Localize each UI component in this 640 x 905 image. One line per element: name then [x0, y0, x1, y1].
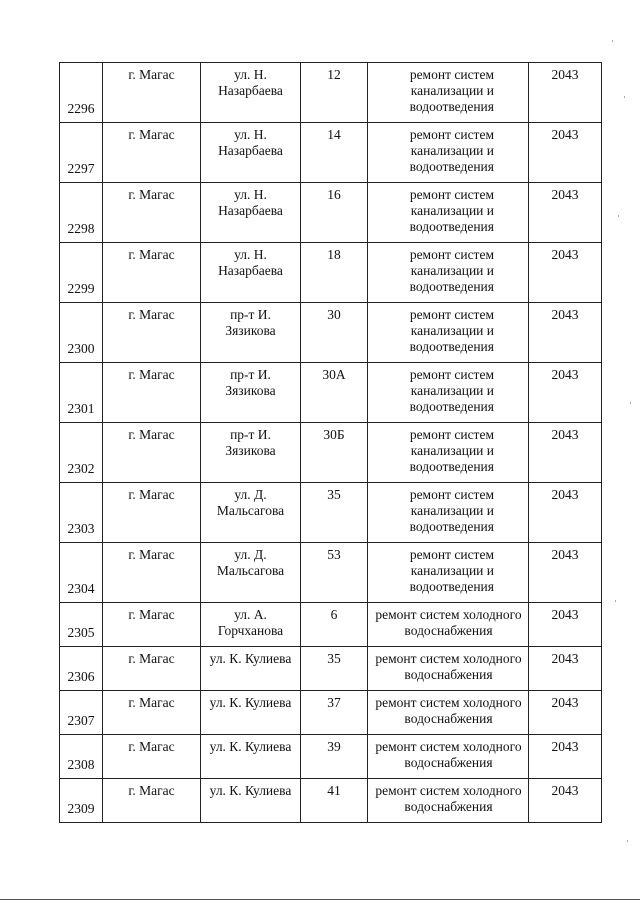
- year-cell: 2043: [529, 363, 602, 423]
- registry-table-body: [60, 63, 602, 823]
- row-number: 2301: [60, 363, 103, 423]
- street-cell: пр-т И. Зязикова: [201, 363, 301, 423]
- work-type-cell: ремонт систем канализации и водоотведения: [368, 423, 529, 483]
- work-type-cell: ремонт систем канализации и водоотведения: [368, 63, 529, 123]
- work-type-cell: ремонт систем канализации и водоотведения: [368, 543, 529, 603]
- street-cell: ул. Н. Назарбаева: [201, 243, 301, 303]
- street-cell: ул. Д. Мальсагова: [201, 543, 301, 603]
- house-cell: 41: [301, 779, 368, 823]
- work-type-cell: ремонт систем канализации и водоотведения: [368, 483, 529, 543]
- house-cell: 35: [301, 647, 368, 691]
- year-cell: 2043: [529, 779, 602, 823]
- street-cell: ул. К. Кулиева: [201, 735, 301, 779]
- table-row: [60, 691, 602, 735]
- table-row: [60, 423, 602, 483]
- work-type-cell: ремонт систем канализации и водоотведения: [368, 183, 529, 243]
- year-cell: 2043: [529, 63, 602, 123]
- street-cell: ул. Д. Мальсагова: [201, 483, 301, 543]
- street-cell: ул. К. Кулиева: [201, 647, 301, 691]
- year-cell: 2043: [529, 691, 602, 735]
- house-cell: 12: [301, 63, 368, 123]
- scan-speck: [615, 600, 616, 602]
- house-cell: 53: [301, 543, 368, 603]
- house-cell: 14: [301, 123, 368, 183]
- table-row: [60, 363, 602, 423]
- city-cell: г. Магас: [103, 303, 201, 363]
- row-number: 2307: [60, 691, 103, 735]
- year-cell: 2043: [529, 243, 602, 303]
- work-type-cell: ремонт систем холодного водоснабжения: [368, 603, 529, 647]
- row-number: 2296: [60, 63, 103, 123]
- scan-speck: [630, 402, 631, 404]
- street-cell: пр-т И. Зязикова: [201, 303, 301, 363]
- city-cell: г. Магас: [103, 123, 201, 183]
- work-type-cell: ремонт систем канализации и водоотведения: [368, 363, 529, 423]
- row-number: 2303: [60, 483, 103, 543]
- work-type-cell: ремонт систем холодного водоснабжения: [368, 691, 529, 735]
- work-type-cell: ремонт систем холодного водоснабжения: [368, 779, 529, 823]
- work-type-cell: ремонт систем канализации и водоотведения: [368, 243, 529, 303]
- year-cell: 2043: [529, 303, 602, 363]
- year-cell: 2043: [529, 123, 602, 183]
- row-number: 2308: [60, 735, 103, 779]
- table-row: [60, 779, 602, 823]
- city-cell: г. Магас: [103, 647, 201, 691]
- house-cell: 30: [301, 303, 368, 363]
- city-cell: г. Магас: [103, 183, 201, 243]
- city-cell: г. Магас: [103, 603, 201, 647]
- scan-speck: [627, 840, 628, 842]
- house-cell: 18: [301, 243, 368, 303]
- city-cell: г. Магас: [103, 243, 201, 303]
- row-number: 2297: [60, 123, 103, 183]
- row-number: 2300: [60, 303, 103, 363]
- house-cell: 6: [301, 603, 368, 647]
- house-cell: 35: [301, 483, 368, 543]
- year-cell: 2043: [529, 423, 602, 483]
- scan-speck: [618, 215, 619, 217]
- scan-speck: [612, 40, 613, 42]
- street-cell: пр-т И. Зязикова: [201, 423, 301, 483]
- table-row: [60, 483, 602, 543]
- street-cell: ул. Н. Назарбаева: [201, 123, 301, 183]
- table-row: [60, 243, 602, 303]
- city-cell: г. Магас: [103, 735, 201, 779]
- city-cell: г. Магас: [103, 423, 201, 483]
- table-row: [60, 303, 602, 363]
- year-cell: 2043: [529, 735, 602, 779]
- city-cell: г. Магас: [103, 63, 201, 123]
- table-row: [60, 183, 602, 243]
- city-cell: г. Магас: [103, 363, 201, 423]
- row-number: 2304: [60, 543, 103, 603]
- house-cell: 16: [301, 183, 368, 243]
- registry-table: [59, 62, 602, 823]
- row-number: 2302: [60, 423, 103, 483]
- table-row: [60, 647, 602, 691]
- street-cell: ул. А. Горчханова: [201, 603, 301, 647]
- city-cell: г. Магас: [103, 543, 201, 603]
- table-row: [60, 543, 602, 603]
- year-cell: 2043: [529, 483, 602, 543]
- house-cell: 37: [301, 691, 368, 735]
- row-number: 2309: [60, 779, 103, 823]
- table-row: [60, 63, 602, 123]
- row-number: 2299: [60, 243, 103, 303]
- table-row: [60, 603, 602, 647]
- table-row: [60, 123, 602, 183]
- street-cell: ул. Н. Назарбаева: [201, 183, 301, 243]
- year-cell: 2043: [529, 647, 602, 691]
- work-type-cell: ремонт систем холодного водоснабжения: [368, 735, 529, 779]
- work-type-cell: ремонт систем канализации и водоотведения: [368, 303, 529, 363]
- row-number: 2298: [60, 183, 103, 243]
- work-type-cell: ремонт систем канализации и водоотведения: [368, 123, 529, 183]
- scan-speck: [624, 96, 625, 98]
- city-cell: г. Магас: [103, 483, 201, 543]
- city-cell: г. Магас: [103, 779, 201, 823]
- row-number: 2305: [60, 603, 103, 647]
- street-cell: ул. К. Кулиева: [201, 779, 301, 823]
- year-cell: 2043: [529, 603, 602, 647]
- year-cell: 2043: [529, 183, 602, 243]
- year-cell: 2043: [529, 543, 602, 603]
- street-cell: ул. К. Кулиева: [201, 691, 301, 735]
- house-cell: 30Б: [301, 423, 368, 483]
- house-cell: 39: [301, 735, 368, 779]
- row-number: 2306: [60, 647, 103, 691]
- street-cell: ул. Н. Назарбаева: [201, 63, 301, 123]
- table-row: [60, 735, 602, 779]
- city-cell: г. Магас: [103, 691, 201, 735]
- work-type-cell: ремонт систем холодного водоснабжения: [368, 647, 529, 691]
- scan-edge-line: [0, 899, 640, 900]
- house-cell: 30А: [301, 363, 368, 423]
